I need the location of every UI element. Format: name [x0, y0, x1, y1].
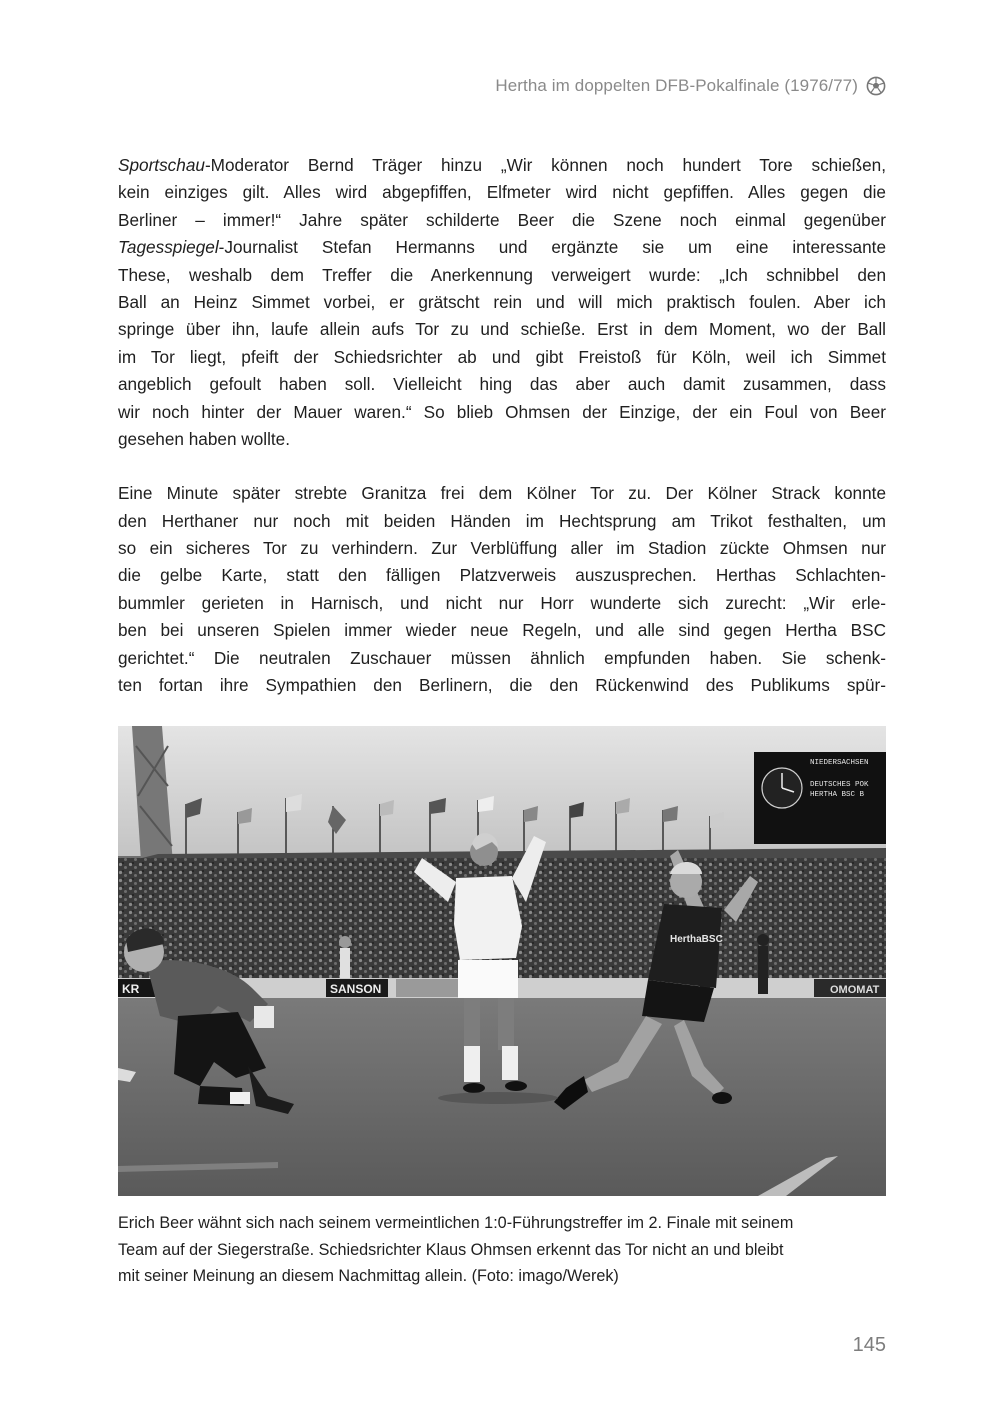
page-number: 145: [852, 1334, 886, 1356]
running-header: [495, 76, 886, 96]
text-line: Sportschau-Moderator Bernd Träger hinzu „Wir können noch hundert Tore schießen,: [118, 155, 886, 175]
text-line: die gelbe Karte, statt den fälligen Platzverweis auszusprechen. Herthas Schlachten-: [118, 565, 886, 586]
scoreboard: [754, 752, 886, 844]
board-text-right: OMOMAT: [830, 984, 880, 996]
text-line: Ball an Heinz Simmet vorbei, er grätscht rein und will mich praktisch foulen. Aber ich: [118, 291, 886, 312]
caption-line: Team auf der Siegerstraße. Schiedsrichter Klaus Ohmsen erkennt das Tor nicht an und bleibt: [118, 1240, 784, 1259]
text-line: gesehen haben wollte.: [118, 428, 291, 449]
board-text-left: KR: [122, 982, 140, 996]
player-shadow: [438, 1092, 558, 1104]
board-text-middle: SANSON: [330, 982, 382, 996]
photo-caption: [118, 1210, 886, 1290]
text-line: Tagesspiegel-Journalist Stefan Hermanns und ergänzte sie um eine interessante: [118, 237, 886, 258]
caption-line: mit seiner Meinung an diesem Nachmittag allein. (Foto: imago/Werek): [118, 1267, 619, 1285]
italic-term: Sportschau: [118, 155, 205, 175]
text-line: ben bei unseren Spielen immer wieder neue Regeln, und alle sind gegen Hertha BSC: [118, 620, 886, 641]
text-line: im Tor liegt, pfeift der Schiedsrichter ab und gibt Freistoß für Köln, weil ich Simmet: [118, 346, 886, 367]
text-line: so ein sicheres Tor zu verhindern. Zur Verblüffung aller im Stadion zückte Ohmsen nur: [118, 538, 886, 559]
text-line: den Herthaner nur noch mit beiden Händen im Hechtsprung am Trikot festhalten, um: [118, 510, 886, 531]
text-line: angeblich gefoult haben soll. Vielleicht hing das aber auch damit zusammen, dass: [118, 374, 886, 395]
italic-term: Tagesspiegel: [118, 237, 219, 258]
text-line: kein einziges gilt. Alles wird abgepfiffen, Elfmeter wird nicht gepfiffen. Alles gegen die: [118, 182, 886, 203]
text-line: wir noch hinter der Mauer waren.“ So blieb Ohmsen der Einzige, der ein Foul von Beer: [118, 401, 886, 422]
paragraph-2: [118, 480, 886, 699]
scoreboard-line-3: HERTHA BSC B: [810, 791, 865, 799]
text-line: Eine Minute später strebte Granitza frei dem Kölner Tor zu. Der Kölner Strack konnte: [118, 483, 886, 504]
text-line: Berliner – immer!“ Jahre später schilderte Beer die Szene noch einmal gegenüber: [118, 209, 886, 230]
text-line: springe über ihn, laufe allein aufs Tor zu und schieße. Erst in dem Moment, wo der Ball: [118, 319, 886, 340]
football-icon: [866, 76, 886, 96]
scoreboard-line-1: NIEDERSACHSEN: [810, 759, 869, 767]
scoreboard-line-2: DEUTSCHES POK: [810, 781, 869, 789]
article-body: [118, 152, 886, 699]
shirt-text: HerthaBSC: [670, 934, 723, 945]
match-photo: [118, 726, 886, 1196]
text-line: These, weshalb dem Treffer die Anerkennung verweigert wurde: „Ich schnibbel den: [118, 264, 886, 285]
text-line: ten fortan ihre Sympathien den Berlinern, die den Rückenwind des Publikums spür-: [118, 675, 886, 696]
paragraph-1: [118, 152, 886, 453]
text-line: gerichtet.“ Die neutralen Zuschauer müssen ähnlich empfunden haben. Sie schenk-: [118, 647, 886, 668]
running-title: Hertha im doppelten DFB-Pokalfinale (1976/77): [495, 76, 858, 95]
caption-line: Erich Beer wähnt sich nach seinem vermeintlichen 1:0-Führungstreffer im 2. Finale mit seinem: [118, 1214, 794, 1232]
text-line: bummler gerieten in Harnisch, und nicht nur Horr wunderte sich zurecht: „Wir erle-: [118, 592, 886, 613]
